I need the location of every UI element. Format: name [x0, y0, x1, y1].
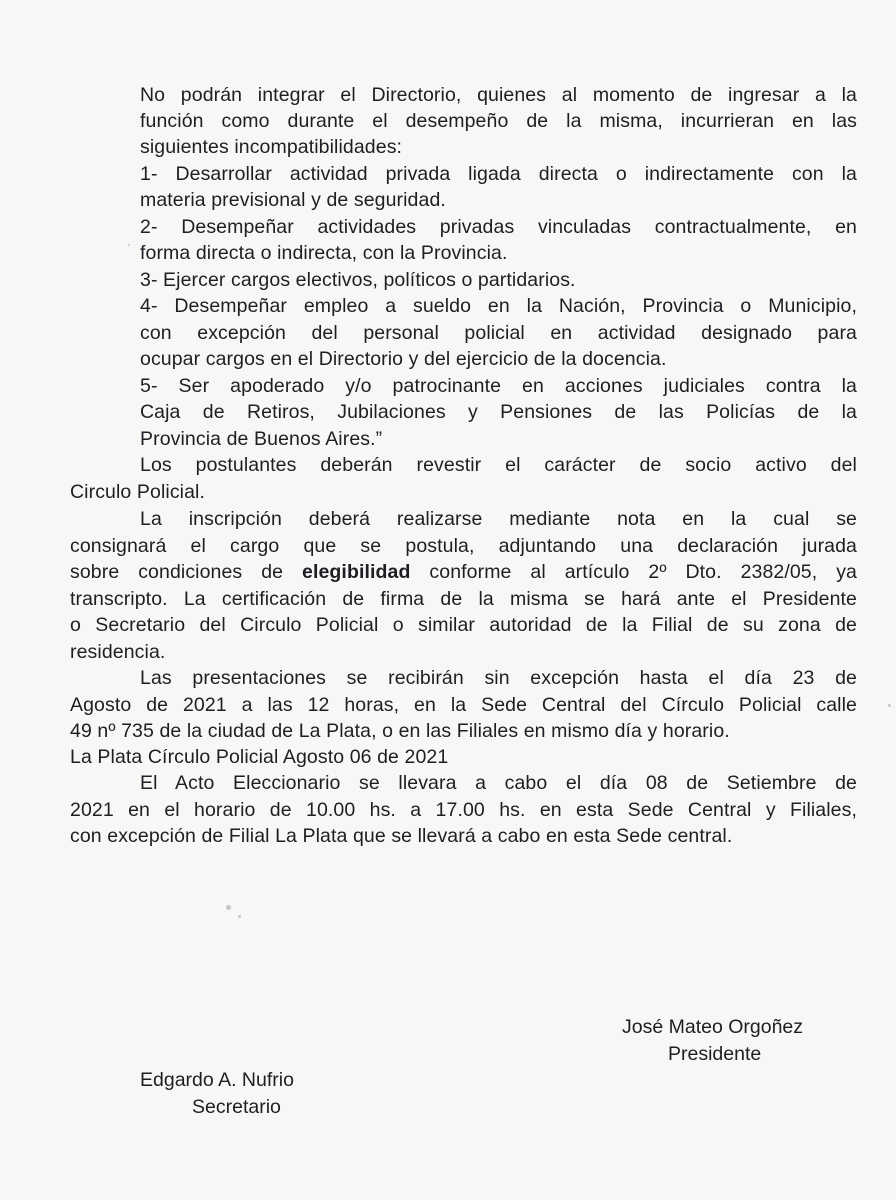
secretary-name: Edgardo A. Nufrio — [140, 1069, 294, 1091]
president-title: Presidente — [668, 1043, 762, 1065]
text-line: siguientes incompatibilidades: — [140, 136, 403, 158]
date-line: La Plata Círculo Policial Agosto 06 de 2021 — [70, 746, 449, 768]
text-line: consignará el cargo que se postula, adjuntando una declaración jurada — [70, 535, 857, 557]
text-line: Los postulantes deberán revestir el carácter de socio activo del — [140, 454, 857, 476]
scan-speck — [238, 915, 241, 918]
text-line: No podrán integrar el Directorio, quienes al momento de ingresar a la — [140, 84, 857, 106]
text-line: residencia. — [70, 641, 166, 663]
text-line: transcripto. La certificación de firma de la misma se hará ante el Presidente — [70, 588, 857, 610]
text-line: ocupar cargos en el Directorio y del ejercicio de la docencia. — [140, 348, 667, 370]
text-line: función como durante el desempeño de la misma, incurrieran en las — [140, 110, 857, 132]
president-name: José Mateo Orgoñez — [622, 1016, 804, 1038]
text-line: Las presentaciones se recibirán sin excepción hasta el día 23 de — [140, 667, 857, 689]
secretary-title: Secretario — [192, 1096, 281, 1118]
text-line: Provincia de Buenos Aires.” — [140, 428, 383, 450]
text-line: 4- Desempeñar empleo a sueldo en la Nación, Provincia o Municipio, — [140, 295, 857, 317]
text-line: Caja de Retiros, Jubilaciones y Pensiones de las Policías de la — [140, 401, 857, 423]
text-line: 1- Desarrollar actividad privada ligada directa o indirectamente con la — [140, 163, 857, 185]
text-line: 2- Desempeñar actividades privadas vinculadas contractualmente, en — [140, 216, 857, 238]
scan-speck — [128, 244, 130, 246]
text-line: o Secretario del Circulo Policial o similar autoridad de la Filial de su zona de — [70, 614, 857, 636]
text-segment: sobre condiciones de — [70, 561, 303, 583]
text-line-mixed — [70, 561, 857, 583]
text-line: con excepción del personal policial en actividad designado para — [140, 322, 857, 344]
text-line: Circulo Policial. — [70, 481, 205, 503]
text-line: 2021 en el horario de 10.00 hs. a 17.00 hs. en esta Sede Central y Filiales, — [70, 799, 857, 821]
text-line: La inscripción deberá realizarse mediante nota en la cual se — [140, 508, 857, 530]
text-line: forma directa o indirecta, con la Provincia. — [140, 242, 508, 264]
scan-speck — [888, 704, 891, 707]
text-line: El Acto Eleccionario se llevara a cabo el día 08 de Setiembre de — [140, 772, 857, 794]
text-line: con excepción de Filial La Plata que se llevará a cabo en esta Sede central. — [70, 825, 733, 847]
text-line: materia previsional y de seguridad. — [140, 189, 446, 211]
text-line: 49 nº 735 de la ciudad de La Plata, o en las Filiales en mismo día y horario. — [70, 720, 730, 742]
bold-term: elegibilidad — [302, 561, 411, 583]
text-line: 5- Ser apoderado y/o patrocinante en acciones judiciales contra la — [140, 375, 857, 397]
scan-speck — [226, 905, 231, 910]
text-segment: conforme al artículo 2º Dto. 2382/05, ya — [410, 561, 857, 583]
text-line: 3- Ejercer cargos electivos, políticos o partidarios. — [140, 269, 576, 291]
text-line: Agosto de 2021 a las 12 horas, en la Sede Central del Círculo Policial calle — [70, 694, 857, 716]
